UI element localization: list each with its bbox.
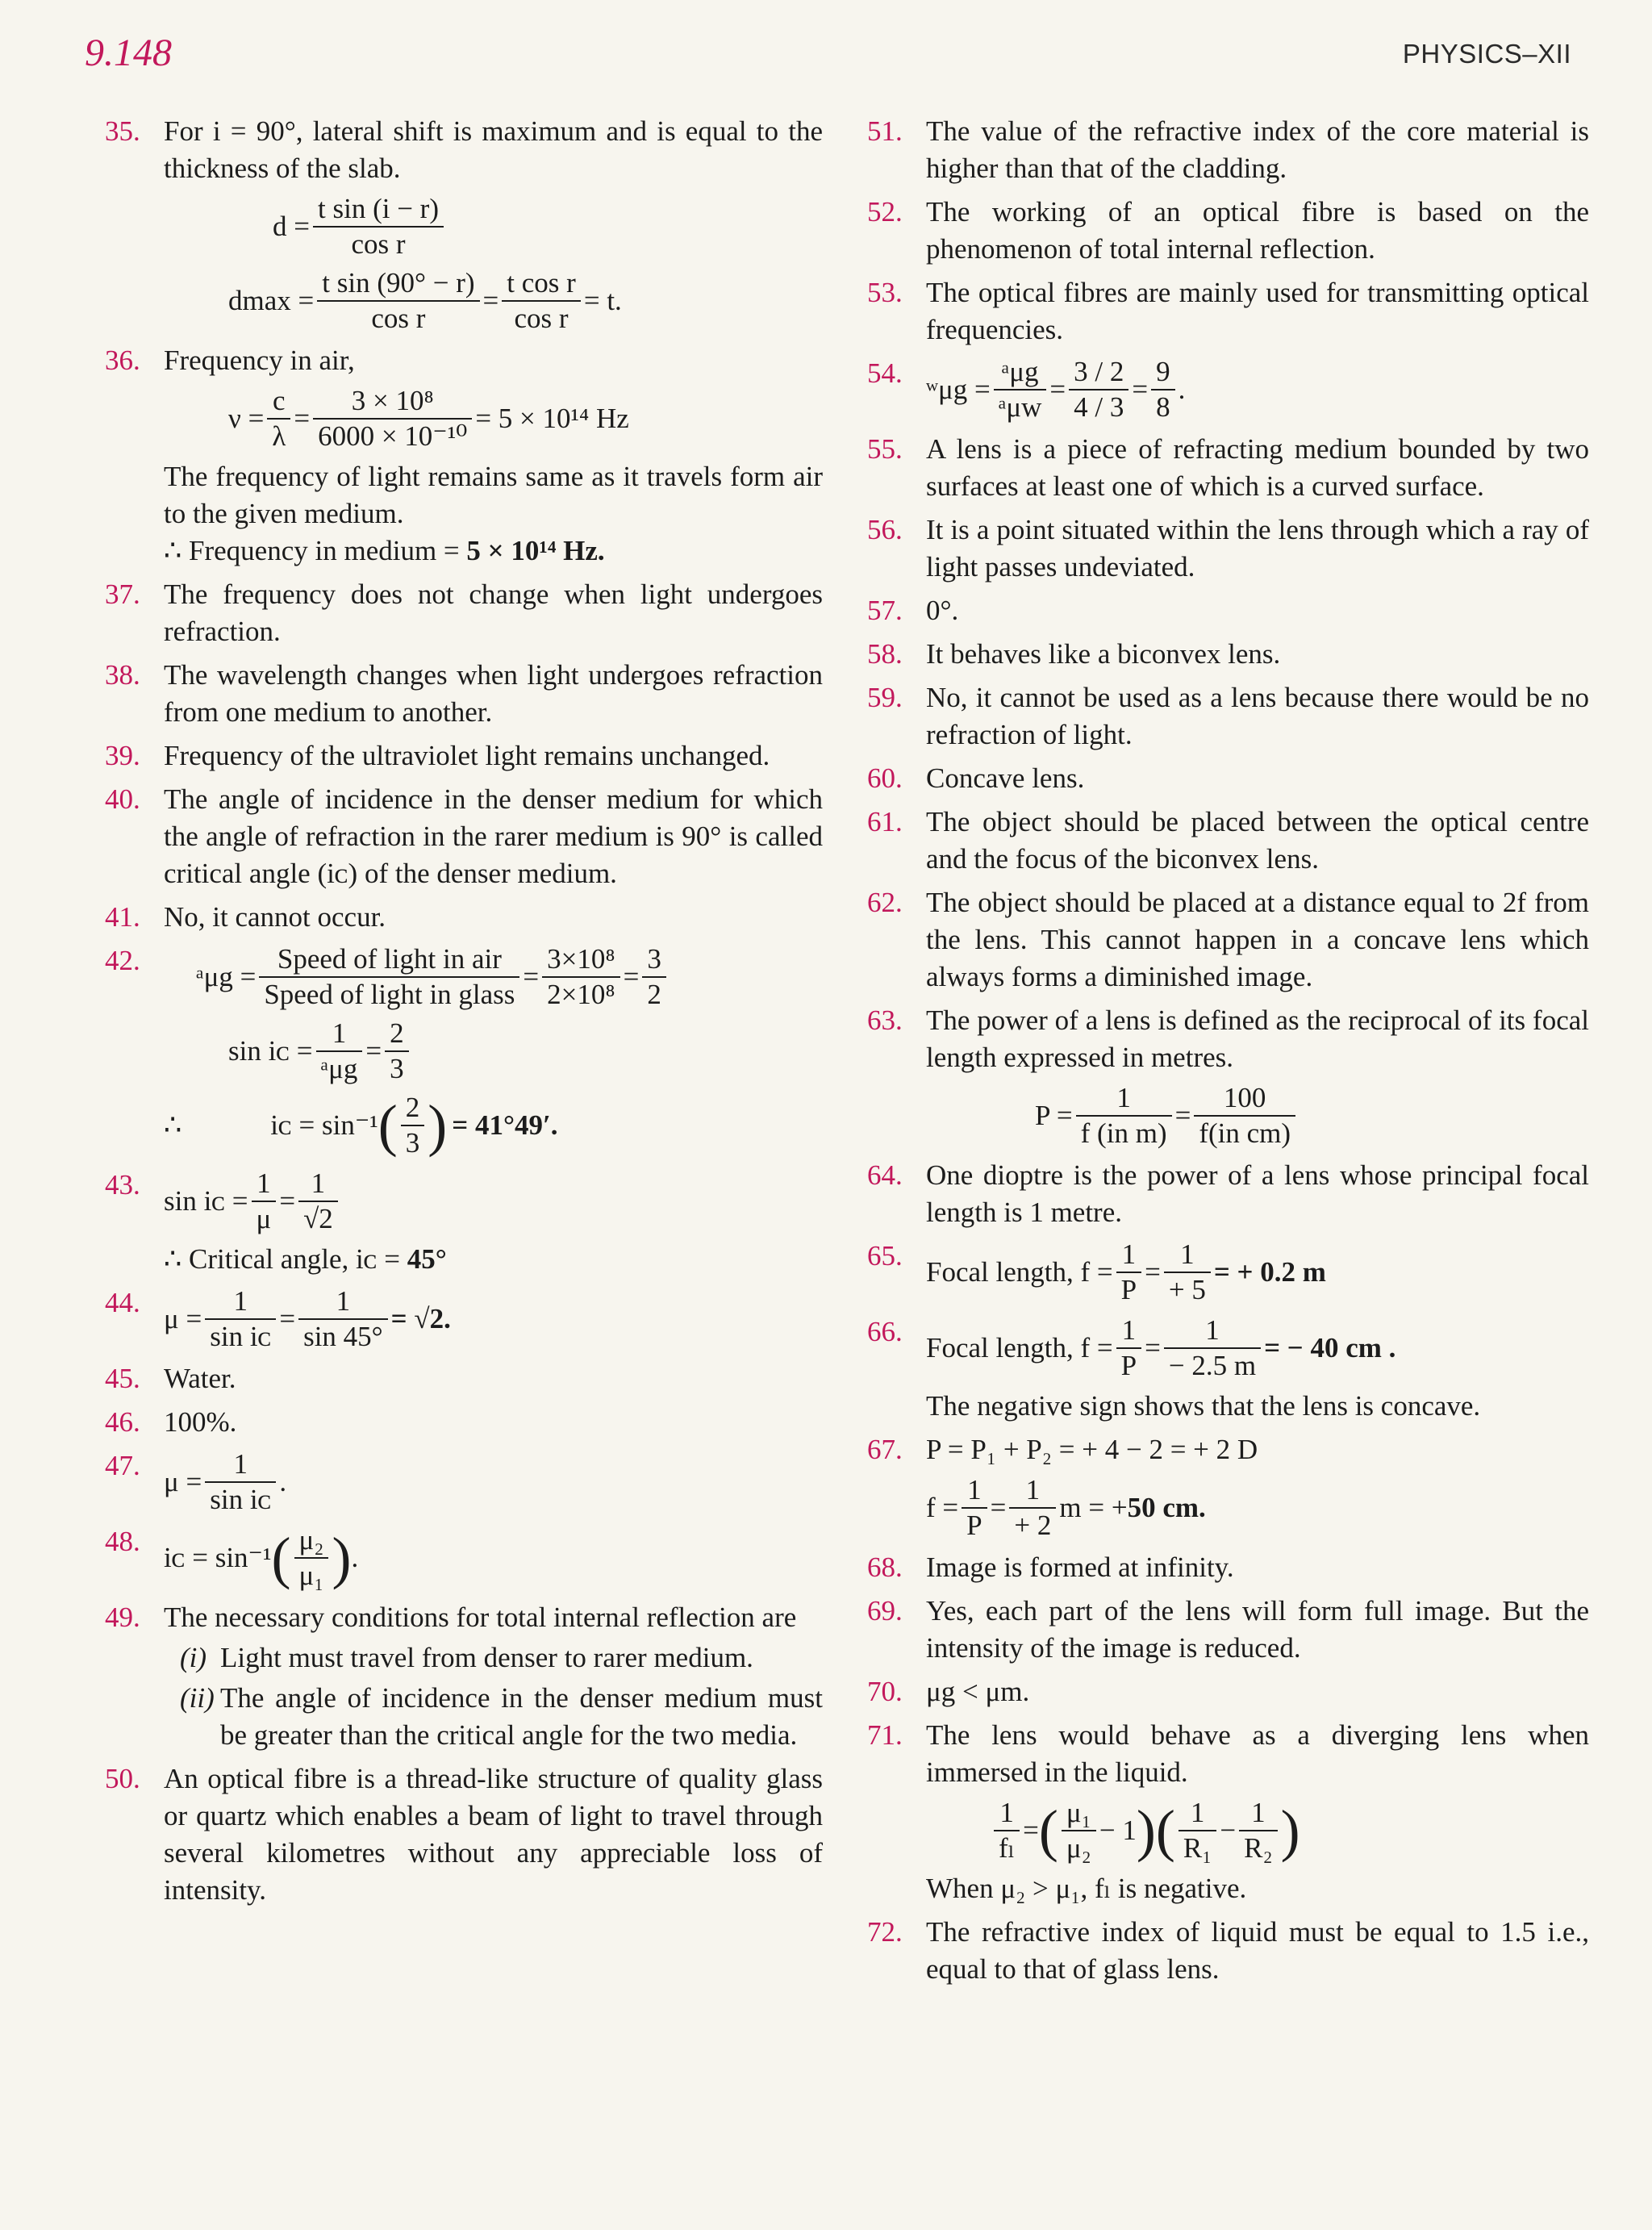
answer-text: A lens is a piece of refracting medium bounded by two surfaces at least one of which is a curved surface. xyxy=(926,433,1589,502)
answer-65: 65. Focal length, f = $\frac{1}{P}$ = $\frac{1}{+ 5}$ = + 0.2 m xyxy=(867,1238,1589,1307)
answer-38: 38. The wavelength changes when light undergoes refraction from one medium to another. xyxy=(105,657,823,731)
answer-52: 52. The working of an optical fibre is based on the phenomenon of total internal reflection. xyxy=(867,194,1589,268)
answer-text: The lens would behave as a diverging lens when immersed in the liquid. xyxy=(926,1719,1589,1788)
answer-text: Yes, each part of the lens will form full image. But the intensity of the image is reduced. xyxy=(926,1595,1589,1664)
answer-text: 100%. xyxy=(164,1406,237,1438)
answer-text: The value of the refractive index of the core material is higher than that of the cladding. xyxy=(926,115,1589,184)
answer-59: 59. No, it cannot be used as a lens because there would be no refraction of light. xyxy=(867,679,1589,754)
answer-36 xyxy=(105,342,823,570)
list-item: (ii) The angle of incidence in the denser medium must be greater than the critical angle for the two media. xyxy=(180,1682,823,1751)
answer-text: Frequency in air, xyxy=(164,345,355,376)
answer-58: 58. It behaves like a biconvex lens. xyxy=(867,636,1589,673)
answer-number: 35. xyxy=(105,115,140,147)
equation: iᴄ = sin⁻¹ ( $\frac{\text{μ₂}}{\text{μ₁}}$ ) . xyxy=(164,1524,359,1591)
answer-43: 43. sin iᴄ = $\frac{1}{\mu}$ = $\frac{1}{√2}$ ∴ Critical angle, iᴄ = 45° xyxy=(105,1167,823,1278)
equation: Focal length, f = $\frac{1}{P}$ = $\frac{1}{- 2.5 m}$ = − 40 cm . xyxy=(926,1314,1396,1381)
answer-text: For i = 90°, lateral shift is maximum and is equal to the thickness of the slab. xyxy=(164,115,823,184)
condition-list xyxy=(164,1639,823,1754)
equation: μ = $\frac{1}{\text{sin iᴄ}}$ = $\frac{1}{\sin 45^\circ}$ = √2. xyxy=(164,1285,451,1352)
answer-text: No, it cannot occur. xyxy=(164,901,386,933)
answer-48: 48. iᴄ = sin⁻¹ ( $\frac{\text{μ₂}}{\text{μ₁}}$ ) . xyxy=(105,1523,823,1593)
answer-44: 44. μ = $\frac{1}{\text{sin iᴄ}}$ = $\frac{1}{\sin 45^\circ}$ = √2. xyxy=(105,1284,823,1354)
answer-55: 55. A lens is a piece of refracting medium bounded by two surfaces at least one of which is a curved surface. xyxy=(867,431,1589,505)
equation: ∴ iᴄ = sin⁻¹ ( $\frac{2}{3}$ ) = 41°49′. xyxy=(164,1092,558,1159)
answer-56: 56. It is a point situated within the lens through which a ray of light passes undeviated. xyxy=(867,512,1589,586)
answer-text: The wavelength changes when light undergoes refraction from one medium to another. xyxy=(164,659,823,728)
equation: dmax = $\frac{\text{t sin (90° − r)}}{\text{cos r}}$ = $\frac{\text{t cos r}}{\text{cos r}}$ = t. xyxy=(228,267,622,334)
answer-37: 37. The frequency does not change when light undergoes refraction. xyxy=(105,576,823,650)
running-head: PHYSICS–XII xyxy=(1402,39,1571,69)
answer-39: 39. Frequency of the ultraviolet light remains unchanged. xyxy=(105,737,823,775)
equation: f = $\frac{1}{P}$ = $\frac{1}{+ 2}$ m = + 50 cm. xyxy=(926,1474,1206,1541)
answer-text: ∴ Critical angle, iᴄ = 45° xyxy=(164,1243,447,1275)
answer-text: An optical fibre is a thread-like structure of quality glass or quartz which enables a beam of light to travel through several kilometres without any appreciable loss of intensity. xyxy=(164,1763,823,1906)
answer-number: 36. xyxy=(105,345,140,376)
page-number: 9.148 xyxy=(85,31,172,74)
answer-text: The angle of incidence in the denser medium for which the angle of refraction in the rarer medium is 90° is called critical angle (iᴄ) of the denser medium. xyxy=(164,783,823,889)
answer-60: 60. Concave lens. xyxy=(867,760,1589,797)
answer-47: 47. μ = $\frac{1}{\text{sin iᴄ}}$ . xyxy=(105,1447,823,1517)
answer-57: 57. 0°. xyxy=(867,592,1589,629)
equation: P = $\frac{1}{\text{f (in m)}}$ = $\frac{100}{\text{f(in cm)}}$ xyxy=(1035,1081,1589,1150)
answer-66: 66. Focal length, f = $\frac{1}{P}$ = $\frac{1}{- 2.5 m}$ = − 40 cm . The negative sign shows that the lens is concave. xyxy=(867,1313,1589,1425)
answer-text: Concave lens. xyxy=(926,762,1085,794)
answer-70: 70. μg < μm. xyxy=(867,1673,1589,1710)
answer-text: The power of a lens is defined as the reciprocal of its focal length expressed in metres. xyxy=(926,1004,1589,1073)
answer-text: P = P₁ + P₂ = + 4 − 2 = + 2 D xyxy=(926,1434,1258,1465)
list-item: (i) Light must travel from denser to rarer medium. xyxy=(180,1642,753,1673)
answer-67: 67. P = P₁ + P₂ = + 4 − 2 = + 2 D f = $\frac{1}{P}$ = $\frac{1}{+ 2}$ m = + 50 cm. xyxy=(867,1431,1589,1543)
answer-49: 49. The necessary conditions for total internal reflection are (i) Light must travel from denser to rarer medium. (ii) The angle of incidence in the denser medium must be greater than the critical angle for the two media. xyxy=(105,1599,823,1754)
answer-text: The frequency of light remains same as it travels form air to the given medium. xyxy=(164,461,823,529)
answer-text: The object should be placed between the optical centre and the focus of the biconvex lens. xyxy=(926,806,1589,875)
answer-54: 54. ʷμg = $\frac{\text{ᵃμg}}{\text{ᵃμw}}$ = $\frac{3 / 2}{4 / 3}$ = $\frac{9}{8}$ . xyxy=(867,355,1589,424)
answer-text: When μ₂ > μ₁, fₗ is negative. xyxy=(926,1873,1247,1904)
equation: sin iᴄ = $\frac{1}{\text{ᵃμg}}$ = $\frac{2}{3}$ xyxy=(228,1017,823,1086)
equation: ᵃμg = $\frac{\text{Speed of light in air}}{\text{Speed of light in glass}}$ = $\frac{\text{3×10⁸}}{\text{2×10⁸}}$ = $\frac{3}{2}$ xyxy=(196,942,823,1012)
equation: sin iᴄ = $\frac{1}{\mu}$ = $\frac{1}{√2}$ xyxy=(164,1167,823,1236)
answer-69: 69. Yes, each part of the lens will form full image. But the intensity of the image is reduced. xyxy=(867,1593,1589,1667)
answer-42: 42. ᵃμg = $\frac{\text{Speed of light in air}}{\text{Speed of light in glass}}$ = $\frac{\text{3×10⁸}}{\text{2×10⁸}}$ = $\frac{3}{2}$ sin iᴄ = $\frac{1}{\text{ᵃμg}}$ = $\frac{2}{3}$ ∴ iᴄ = sin⁻¹ ( $\frac{2}{3}$ ) = 41°49′. xyxy=(105,942,823,1160)
answer-text: μg < μm. xyxy=(926,1676,1030,1707)
answer-72: 72. The refractive index of liquid must be equal to 1.5 i.e., equal to that of glass lens. xyxy=(867,1914,1589,1988)
answer-text: 0°. xyxy=(926,595,959,626)
answer-text: No, it cannot be used as a lens because there would be no refraction of light. xyxy=(926,682,1589,750)
equation: ʷμg = $\frac{\text{ᵃμg}}{\text{ᵃμw}}$ = $\frac{3 / 2}{4 / 3}$ = $\frac{9}{8}$ . xyxy=(926,356,1186,423)
answer-63: 63. The power of a lens is defined as the reciprocal of its focal length expressed in metres. P = $\frac{1}{\text{f (in m)}}$ = $\frac{100}{\text{f(in cm)}}$ xyxy=(867,1002,1589,1150)
answer-text: Water. xyxy=(164,1363,236,1394)
answer-62: 62. The object should be placed at a distance equal to 2f from the lens. This cannot happen in a concave lens which always forms a diminished image. xyxy=(867,884,1589,996)
answer-50: 50. An optical fibre is a thread-like structure of quality glass or quartz which enables a beam of light to travel through several kilometres without any appreciable loss of intensity. xyxy=(105,1760,823,1909)
answer-text: The refractive index of liquid must be equal to 1.5 i.e., equal to that of glass lens. xyxy=(926,1916,1589,1985)
equation: d = $\frac{\text{t sin (i − r)}}{\text{cos r}}$ xyxy=(273,192,823,261)
answer-40: 40. The angle of incidence in the denser medium for which the angle of refraction in the rarer medium is 90° is called critical angle (iᴄ) of the denser medium. xyxy=(105,781,823,892)
equation: μ = $\frac{1}{\text{sin iᴄ}}$ . xyxy=(164,1448,287,1515)
answer-68: 68. Image is formed at infinity. xyxy=(867,1549,1589,1586)
answer-46: 46. 100%. xyxy=(105,1404,823,1441)
answer-text: The optical fibres are mainly used for transmitting optical frequencies. xyxy=(926,277,1589,345)
answer-text: The working of an optical fibre is based on the phenomenon of total internal reflection. xyxy=(926,196,1589,265)
equation: ν = $\frac{c}{\lambda}$ = $\frac{\text{3 × 10⁸}}{\text{6000 × 10⁻¹⁰}}$ = 5 × 10¹⁴ Hz xyxy=(228,385,629,452)
answer-text: ∴ Frequency in medium = 5 × 10¹⁴ Hz. xyxy=(164,535,605,566)
answer-71: 71. The lens would behave as a diverging lens when immersed in the liquid. $\frac{1}{\text{fₗ}}$ = ( $\frac{\text{μ₁}}{\text{μ₂}}$ − 1 ) ( $\frac{1}{\text{R₁}}$ − $\frac{1}{\text{R₂}}$ ) When μ₂ > μ₁, fₗ is negative. xyxy=(867,1717,1589,1907)
answer-51: 51. The value of the refractive index of the core material is higher than that of the cladding. xyxy=(867,113,1589,187)
answer-text: Frequency of the ultraviolet light remains unchanged. xyxy=(164,740,770,771)
equation: Focal length, f = $\frac{1}{P}$ = $\frac{1}{+ 5}$ = + 0.2 m xyxy=(926,1238,1326,1305)
answer-text: One dioptre is the power of a lens whose principal focal length is 1 metre. xyxy=(926,1159,1589,1228)
answer-61: 61. The object should be placed between the optical centre and the focus of the biconvex lens. xyxy=(867,804,1589,878)
equation: $\frac{1}{\text{fₗ}}$ = ( $\frac{\text{μ₁}}{\text{μ₂}}$ − 1 ) ( $\frac{1}{\text{R₁}}$ − $\frac{1}{\text{R₂}}$ ) xyxy=(991,1796,1589,1865)
answer-64: 64. One dioptre is the power of a lens whose principal focal length is 1 metre. xyxy=(867,1157,1589,1231)
answer-text: The object should be placed at a distance equal to 2f from the lens. This cannot happen in a concave lens which always forms a diminished image. xyxy=(926,887,1589,992)
left-column xyxy=(105,113,823,1915)
answer-45: 45. Water. xyxy=(105,1360,823,1397)
answer-text: It behaves like a biconvex lens. xyxy=(926,638,1281,670)
answer-41: 41. No, it cannot occur. xyxy=(105,899,823,936)
answer-text: It is a point situated within the lens through which a ray of light passes undeviated. xyxy=(926,514,1589,583)
right-column xyxy=(867,113,1589,1994)
answer-35 xyxy=(105,113,823,336)
answer-53: 53. The optical fibres are mainly used for transmitting optical frequencies. xyxy=(867,274,1589,349)
answer-text: The negative sign shows that the lens is concave. xyxy=(926,1390,1481,1422)
answer-text: Image is formed at infinity. xyxy=(926,1551,1234,1583)
answer-text: The frequency does not change when light undergoes refraction. xyxy=(164,578,823,647)
answer-text: The necessary conditions for total internal reflection are xyxy=(164,1602,797,1633)
